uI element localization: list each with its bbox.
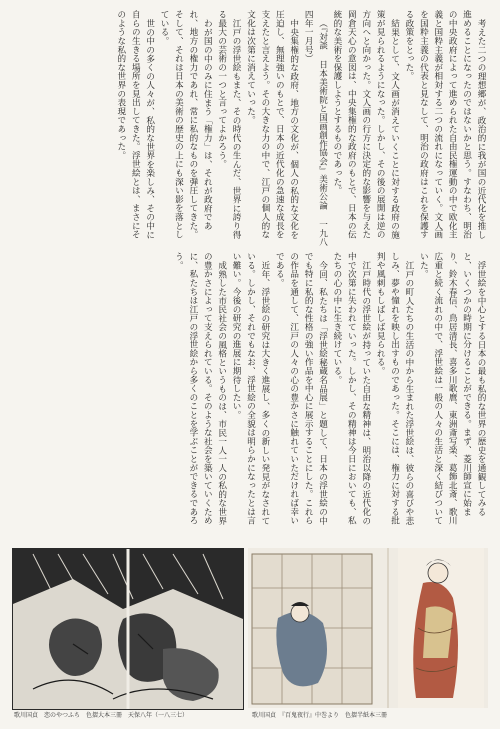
paragraph: 成熟した市民社会の風格というものは、市民一人一人の私的な世界の豊かさによって支えられている。そのような社会を築いていくために、私たちは江戸の浮世絵から多くのことを学ぶことができるであろう。 [173, 252, 227, 525]
figure-caption-right: 歌川国貞 『百鬼夜行』中巻より 色摺半紙本三冊 [252, 712, 388, 719]
citation: （『対談 日本美術院と国画創作協会』美術公論 一九八四年一月号） [303, 10, 328, 246]
paragraph: 浮世絵を中心とする日本の最も私的な世界の歴史を通観してみると、いくつかの時期に分けることができる。まず、菱川師宣に始まり、鈴木春信、鳥居清長、喜多川歌麿、東洲斎写楽、葛飾北斎、歌川広重と続く流れの中で、浮世絵は一般の人々の生活と深く結びついていた。 [418, 252, 486, 525]
paragraph: 江戸の浮世絵もまた、その時代の生んだ、世界に誇り得る最大の芸術の一つと言ってよかろう。 [216, 10, 242, 239]
paragraph: 今回、私たちは「浮世絵秘蔵名品展」と題して、日本の浮世絵の中でも特に私的な性格の強い作品を中心に展示することにした。これらの作品を通して、江戸の人々の心の豊かさに触れていただければ幸いである。 [274, 252, 328, 525]
paragraph: わが国の中のみに住まう「権力」は、それが政府であれ、地方の権力であれ、常に私的なものを弾圧してきた。そして、それは日本の美術の歴史の上にも深い影を落としている。 [159, 10, 213, 239]
paragraph: 考えた二つの理想郷が、政治的に我が国の近代化を推し進めることになったのではないかと思う。すなわち、明治の中央政府によって進められた自由民権運動の中で欧化主義と国粋主義が相対する二つの流れになっていく。文人画を国粋主義の代表と見なして、明治の政府はこれを保護する政策をとった。 [403, 10, 486, 239]
woodblock-print-image [248, 548, 488, 708]
figure-caption-left: 歌川国貞 恋のやつふち 色摺大本三冊 天保八年（一八三七） [14, 712, 189, 719]
woodblock-print-image [13, 549, 243, 709]
body-text-upper [12, 10, 488, 246]
paragraph: 結果として、文人画が消えていくことに対する政府の施策が見られるようになった。しかし、その後の展開は逆の方向へと向かった。文人画の行方に決定的な影響を与えた岡倉天心の意図は、中央集権的な政府のもとで、日本の伝統的な美術を保護しようとするものであった。 [331, 10, 400, 239]
paragraph: 世の中の多くの人々が、私的な世界を楽しみ、その中に自らの生きる場所を見出してきた。浮世絵とは、まさにそのような私的な世界の表現であった。 [115, 10, 155, 239]
paragraph: 江戸の町人たちの生活の中から生まれた浮世絵は、彼らの喜びや悲しみ、夢や憧れを映し出すものであった。そこには、権力に対する批判や風刺もしばしば見られる。 [375, 252, 414, 525]
body-text-lower [12, 252, 488, 528]
illustration-woodblock-left [12, 548, 244, 710]
illustration-woodblock-right [248, 548, 488, 708]
paragraph: 江戸時代の浮世絵が持っていた自由な精神は、明治以降の近代化の中で次第に失われていった。しかし、その精神は今日においても、私たちの心の中に生き続けている。 [331, 252, 371, 525]
paragraph: 近年、浮世絵の研究は大きく進展し、多くの新しい発見がなされている。しかし、それでもなお、浮世絵の全貌は明らかになったとは言い難い。今後の研究の進展に期待したい。 [231, 252, 270, 525]
paragraph: 中央集権的な政府、地方の文化が、個人の私的な文化を圧迫し、無理強いのもとで、日本の近代化の急速な成長を支えたと言えよう。その大きな力の中で、江戸の個人的な文化は次第に消えていった。 [245, 10, 299, 239]
